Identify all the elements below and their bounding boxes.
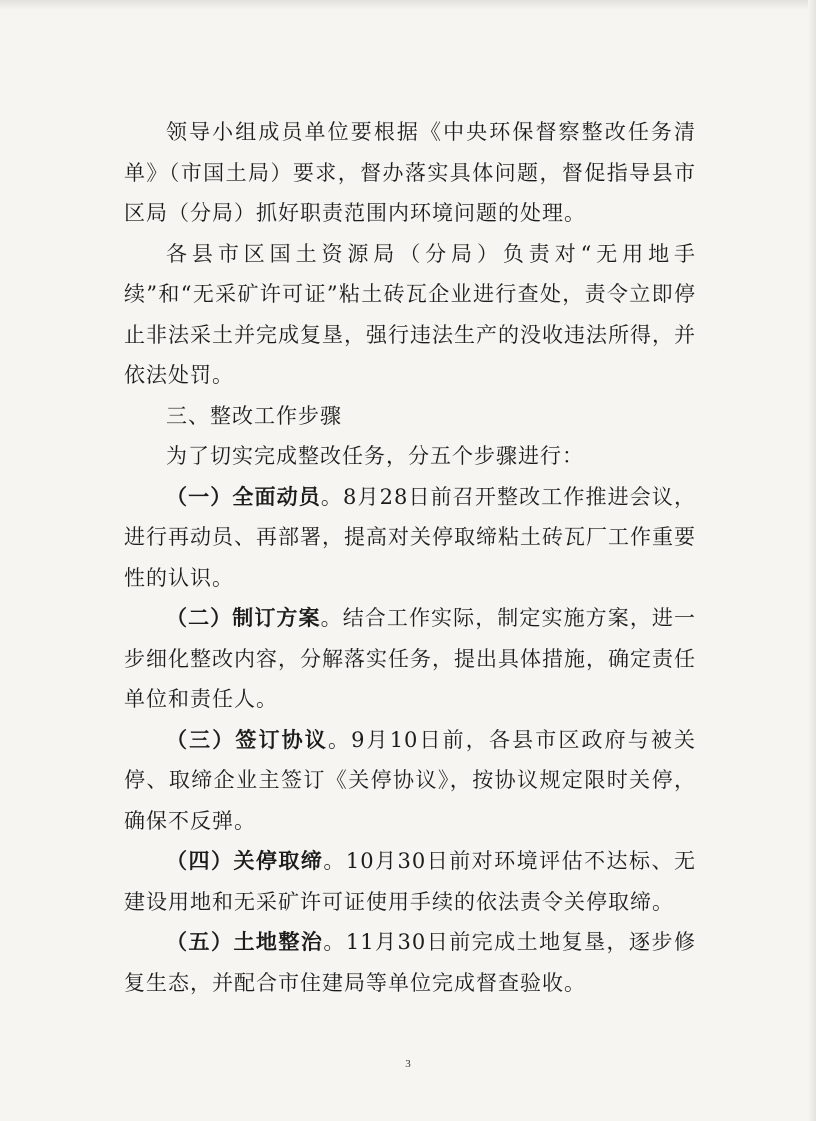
step-land-remediation <box>124 922 696 1003</box>
step-plan <box>124 598 696 720</box>
step-agreement <box>124 720 696 842</box>
step-text: 。11月30日前完成土地复垦，逐步修复生态，并配合市住建局等单位完成督查验收。 <box>124 930 696 995</box>
step-label: （三）签订协议 <box>166 726 328 752</box>
scan-top-edge <box>0 0 816 10</box>
step-text: 。8月28日前召开整改工作推进会议，进行再动员、再部署，提高对关停取缔粘土砖瓦厂工作重要性的认识。 <box>124 484 696 590</box>
scan-right-edge <box>808 0 816 1121</box>
page-number: 3 <box>405 1058 411 1070</box>
step-shutdown <box>124 841 696 922</box>
step-label: （一）全面动员 <box>166 483 321 509</box>
steps-intro: 为了切实完成整改任务，分五个步骤进行： <box>166 444 584 468</box>
paragraph-leadership-group: 领导小组成员单位要根据《中央环保督察整改任务清单》（市国土局）要求，督办落实具体问题，督促指导县市区局（分局）抓好职责范围内环境问题的处理。 <box>124 120 696 225</box>
step-text: 。10月30日前对环境评估不达标、无建设用地和无采矿许可证使用手续的依法责令关停取缔。 <box>124 849 696 914</box>
document-body <box>124 112 696 1003</box>
step-mobilization <box>124 477 696 599</box>
step-label: （二）制订方案 <box>166 605 321 630</box>
step-text: 。9月10日前，各县市区政府与被关停、取缔企业主签订《关停协议》，按协议规定限时关停，确保不反弹。 <box>124 727 697 833</box>
step-text: 。结合工作实际，制定实施方案，进一步细化整改内容，分解落实任务，提出具体措施，确定责任单位和责任人。 <box>124 606 696 711</box>
step-label: （四）关停取缔 <box>166 848 324 873</box>
paragraph-county-bureaus: 各县市区国土资源局（分局）负责对“无用地手续”和“无采矿许可证”粘土砖瓦企业进行查处，责令立即停止非法采土并完成复垦，强行违法生产的没收违法所得，并依法处罚。 <box>124 241 696 387</box>
section-heading: 三、整改工作步骤 <box>166 403 342 428</box>
step-label: （五）土地整治 <box>166 929 324 954</box>
